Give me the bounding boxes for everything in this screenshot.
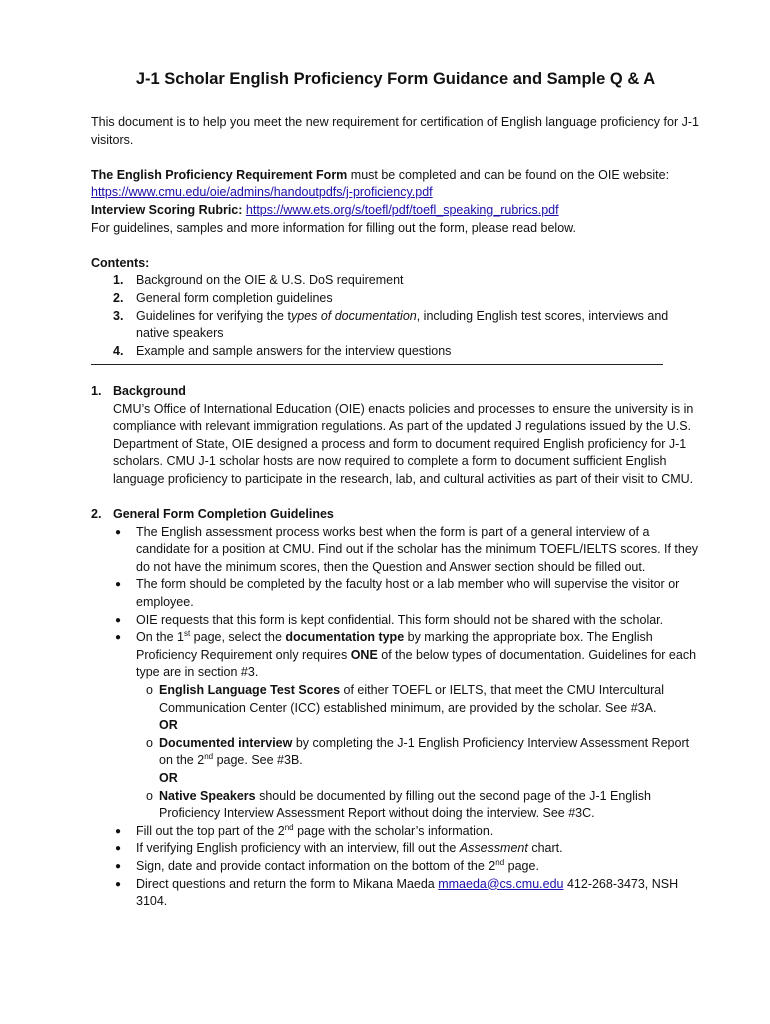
contents-item-text: , including English test scores, interviews and native speakers bbox=[136, 308, 669, 341]
superscript: nd bbox=[204, 752, 214, 762]
sub-bold: Native Speakers bbox=[159, 788, 256, 803]
sub-bullet-icon: o bbox=[146, 788, 153, 803]
section-number: 2. bbox=[91, 507, 102, 522]
rubric-line bbox=[91, 202, 700, 220]
bullet-text: by marking the appropriate box. The English Proficiency Requirement only requires bbox=[136, 630, 653, 662]
bullet-text: Fill out the top part of the 2 bbox=[136, 823, 285, 838]
sub-text: page. See #3B. bbox=[213, 753, 303, 768]
rubric-url-link[interactable]: https://www.ets.org/s/toefl/pdf/toefl_speaking_rubrics.pdf bbox=[245, 202, 559, 217]
sub-item-native-speakers bbox=[91, 788, 700, 823]
sub-bullet-icon: o bbox=[146, 683, 153, 697]
contents-item bbox=[91, 272, 700, 290]
bullet-text: The form should be completed by the faculty host or a lab member who will supervise the visitor or employee. bbox=[136, 577, 680, 610]
contents-item-text: General form completion guidelines bbox=[136, 290, 333, 305]
bullet-icon: ● bbox=[115, 632, 122, 644]
bullet-text: The English assessment process works best when the form is part of a general interview of a candidate for a position at CMU. Find out if the scholar has the minimum TOEFL/IELTS scores. If they do not have the minimum scores, then the Question and Answer section should be filled out. bbox=[136, 524, 699, 574]
bullet-bold: documentation type bbox=[285, 630, 405, 645]
sub-bold: English Language Test Scores bbox=[159, 683, 341, 697]
bullet-text: Sign, date and provide contact information on the bottom of the 2 bbox=[136, 858, 496, 873]
bullet-emphasis: Assessment bbox=[459, 841, 528, 856]
superscript: nd bbox=[495, 857, 505, 867]
bullet-icon: ● bbox=[115, 614, 122, 626]
contents-item-number: 2. bbox=[113, 290, 124, 305]
bullet-text: If verifying English proficiency with an interview, fill out the bbox=[136, 841, 460, 856]
sub-text: should be documented by filling out the second page of the J-1 English Proficiency Interview Assessment Report without doing the interview. See #3C. bbox=[159, 788, 651, 821]
bullet-item bbox=[91, 612, 700, 630]
or-label: OR bbox=[159, 718, 178, 733]
contents-item-text: Guidelines for verifying the t bbox=[136, 308, 291, 323]
contents-item-text: Example and sample answers for the interview questions bbox=[136, 343, 452, 358]
or-label: OR bbox=[159, 770, 178, 785]
bullet-text: OIE requests that this form is kept confidential. This form should not be shared with the scholar. bbox=[136, 612, 664, 627]
bullet-item bbox=[91, 524, 700, 577]
document-title: J-1 Scholar English Proficiency Form Guidance and Sample Q & A bbox=[135, 70, 656, 88]
bullet-item bbox=[91, 823, 700, 841]
section-heading: General Form Completion Guidelines bbox=[113, 507, 334, 522]
bullet-item bbox=[91, 576, 700, 611]
contents-item bbox=[91, 290, 700, 308]
bullet-icon: ● bbox=[115, 878, 122, 890]
bullet-item bbox=[91, 876, 700, 911]
bullet-text: 412-268-3473, NSH 3104. bbox=[136, 876, 679, 909]
bullet-text: page with the scholar’s information. bbox=[293, 823, 494, 838]
sub-text: of either TOEFL or IELTS, that meet the CMU Intercultural Communication Center (ICC) established minimum, are provided by the scholar. See #3A. bbox=[159, 683, 665, 715]
contents-list bbox=[91, 272, 700, 360]
form-line bbox=[91, 167, 700, 185]
bullet-item bbox=[91, 858, 700, 876]
intro-paragraph: This document is to help you meet the new requirement for certification of English language proficiency for J-1 visitors. bbox=[91, 115, 699, 147]
form-url-link[interactable]: https://www.cmu.edu/oie/admins/handoutpdfs/j-proficiency.pdf bbox=[91, 185, 433, 200]
bullet-text: of the below types of documentation. Guidelines for each type are in section #3. bbox=[136, 647, 697, 680]
section-heading: Background bbox=[113, 383, 186, 398]
section-number: 1. bbox=[91, 383, 102, 398]
bullet-item bbox=[91, 840, 700, 858]
form-text: must be completed and can be found on the OIE website: bbox=[347, 167, 670, 182]
bullet-bold: ONE bbox=[350, 647, 378, 662]
contents-item-number: 3. bbox=[113, 308, 124, 323]
contents-heading: Contents: bbox=[91, 255, 150, 270]
sub-text: by completing the J-1 English Proficiency Interview Assessment Report on the 2 bbox=[159, 735, 690, 768]
contents-item-number: 4. bbox=[113, 343, 124, 358]
bullet-icon: ● bbox=[115, 579, 122, 591]
form-label: The English Proficiency Requirement Form bbox=[91, 167, 348, 182]
guidelines-line: For guidelines, samples and more information for filling out the form, please read below. bbox=[91, 220, 576, 235]
bullet-text: page, select the bbox=[190, 630, 286, 645]
sub-bullet-icon: o bbox=[146, 735, 153, 750]
contents-item-emphasis: ypes of documentation bbox=[290, 308, 417, 323]
contents-item-number: 1. bbox=[113, 273, 124, 288]
sub-bold: Documented interview bbox=[159, 735, 293, 750]
contents-item bbox=[91, 343, 700, 361]
bullet-text: page. bbox=[504, 858, 539, 873]
bullet-icon: ● bbox=[115, 825, 122, 837]
bullet-icon: ● bbox=[115, 526, 122, 538]
sub-item-test-scores bbox=[91, 682, 700, 717]
bullet-item bbox=[91, 629, 700, 682]
email-link[interactable]: mmaeda@cs.cmu.edu bbox=[438, 876, 564, 891]
rubric-label: Interview Scoring Rubric: bbox=[91, 202, 243, 217]
superscript: nd bbox=[284, 822, 294, 832]
bullet-text: Direct questions and return the form to Mikana Maeda bbox=[136, 876, 439, 891]
bullet-text: On the 1 bbox=[136, 630, 184, 645]
contents-item-text: Background on the OIE & U.S. DoS requirement bbox=[136, 273, 404, 288]
superscript: st bbox=[183, 629, 191, 639]
contents-item bbox=[91, 308, 700, 343]
section-body: CMU’s Office of International Education (OIE) enacts policies and processes to ensure the university is in compliance with relevant immigration regulations. As part of the updated J regulations issued by the U.S. Department of State, OIE designed a process and form to document required English proficiency for J-1 scholars. CMU J-1 scholar hosts are now required to complete a form to document sufficient English language proficiency to participate in the research, lab, and cultural activities as part of their visit to CMU. bbox=[113, 401, 694, 486]
bullet-icon: ● bbox=[115, 843, 122, 855]
sub-item-interview bbox=[91, 735, 700, 770]
section-background bbox=[91, 383, 700, 489]
bullet-icon: ● bbox=[115, 860, 122, 872]
bullet-text: chart. bbox=[527, 841, 563, 856]
form-url-line bbox=[91, 184, 700, 202]
section-general-guidelines bbox=[91, 506, 700, 524]
